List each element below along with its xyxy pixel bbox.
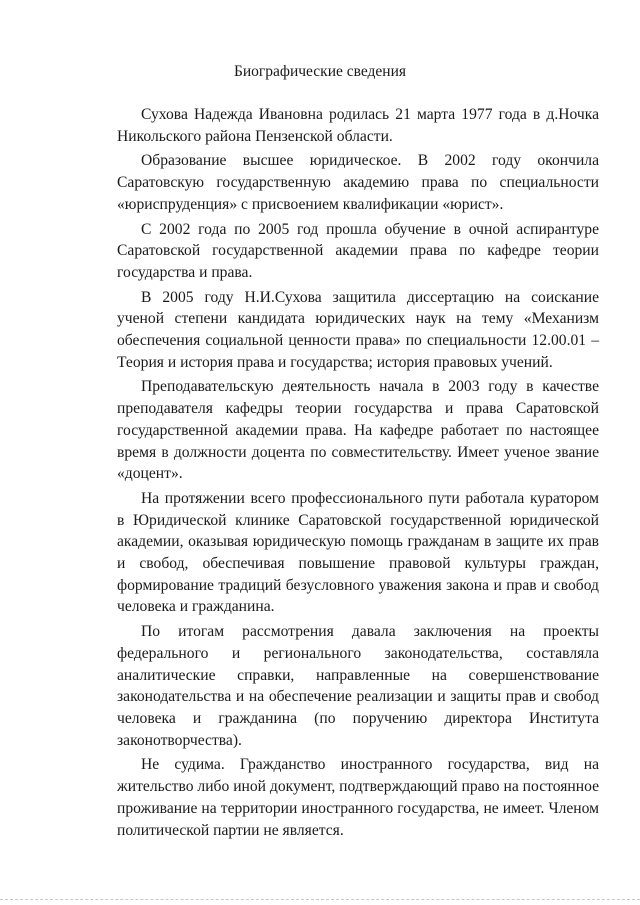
document-body — [117, 104, 599, 844]
paragraph-education: Образование высшее юридическое. В 2002 году окончила Саратовскую государственную академию права по специальности «юриспруденция» с присвоением квалификации «юрист». — [117, 152, 599, 213]
document-title: Биографические сведения — [233, 63, 407, 80]
paragraph-postgraduate: С 2002 года по 2005 год прошла обучение в очной аспирантуре Саратовской государственной академии права по кафедре теории государства и права. — [117, 220, 599, 281]
paragraph-legal-clinic: На протяжении всего профессионального пути работала куратором в Юридической клинике Саратовской государственной юридической академии, оказывая юридическую помощь гражданам в защите их прав и свобод, обеспечивая повышение правовой культуры граждан, формирование традиций безусловного уважения закона и прав и свобод человека и гражданина. — [117, 489, 599, 616]
paragraph-status: Не судима. Гражданство иностранного государства, вид на жительство либо иной документ, подтверждающий право на постоянное проживание на территории иностранного государства, не имеет. Членом политической партии не является. — [117, 756, 599, 839]
paragraph-dissertation: В 2005 году Н.И.Сухова защитила диссертацию на соискание ученой степени кандидата юридических наук на тему «Механизм обеспечения социальной ценности права» по специальности 12.00.01 – Теория и история права и государства; история правовых учений. — [117, 288, 599, 371]
scan-edge-line — [0, 896, 640, 900]
paragraph-legislation: По итогам рассмотрения давала заключения на проекты федерального и регионального законодательства, составляла аналитические справки, направленные на совершенствование законодательства и на обеспечение реализации и защиты прав и свобод человека и гражданина (по поручению директора Института законотворчества). — [117, 623, 599, 749]
paragraph-birth: Сухова Надежда Ивановна родилась 21 марта 1977 года в д.Ночка Никольского района Пензенской области. — [117, 106, 599, 145]
paragraph-teaching: Преподавательскую деятельность начала в 2003 году в качестве преподавателя кафедры теории государства и права Саратовской государственной академии права. На кафедре работает по настоящее время в должности доцента по совместительству. Имеет ученое звание «доцент». — [117, 378, 599, 483]
